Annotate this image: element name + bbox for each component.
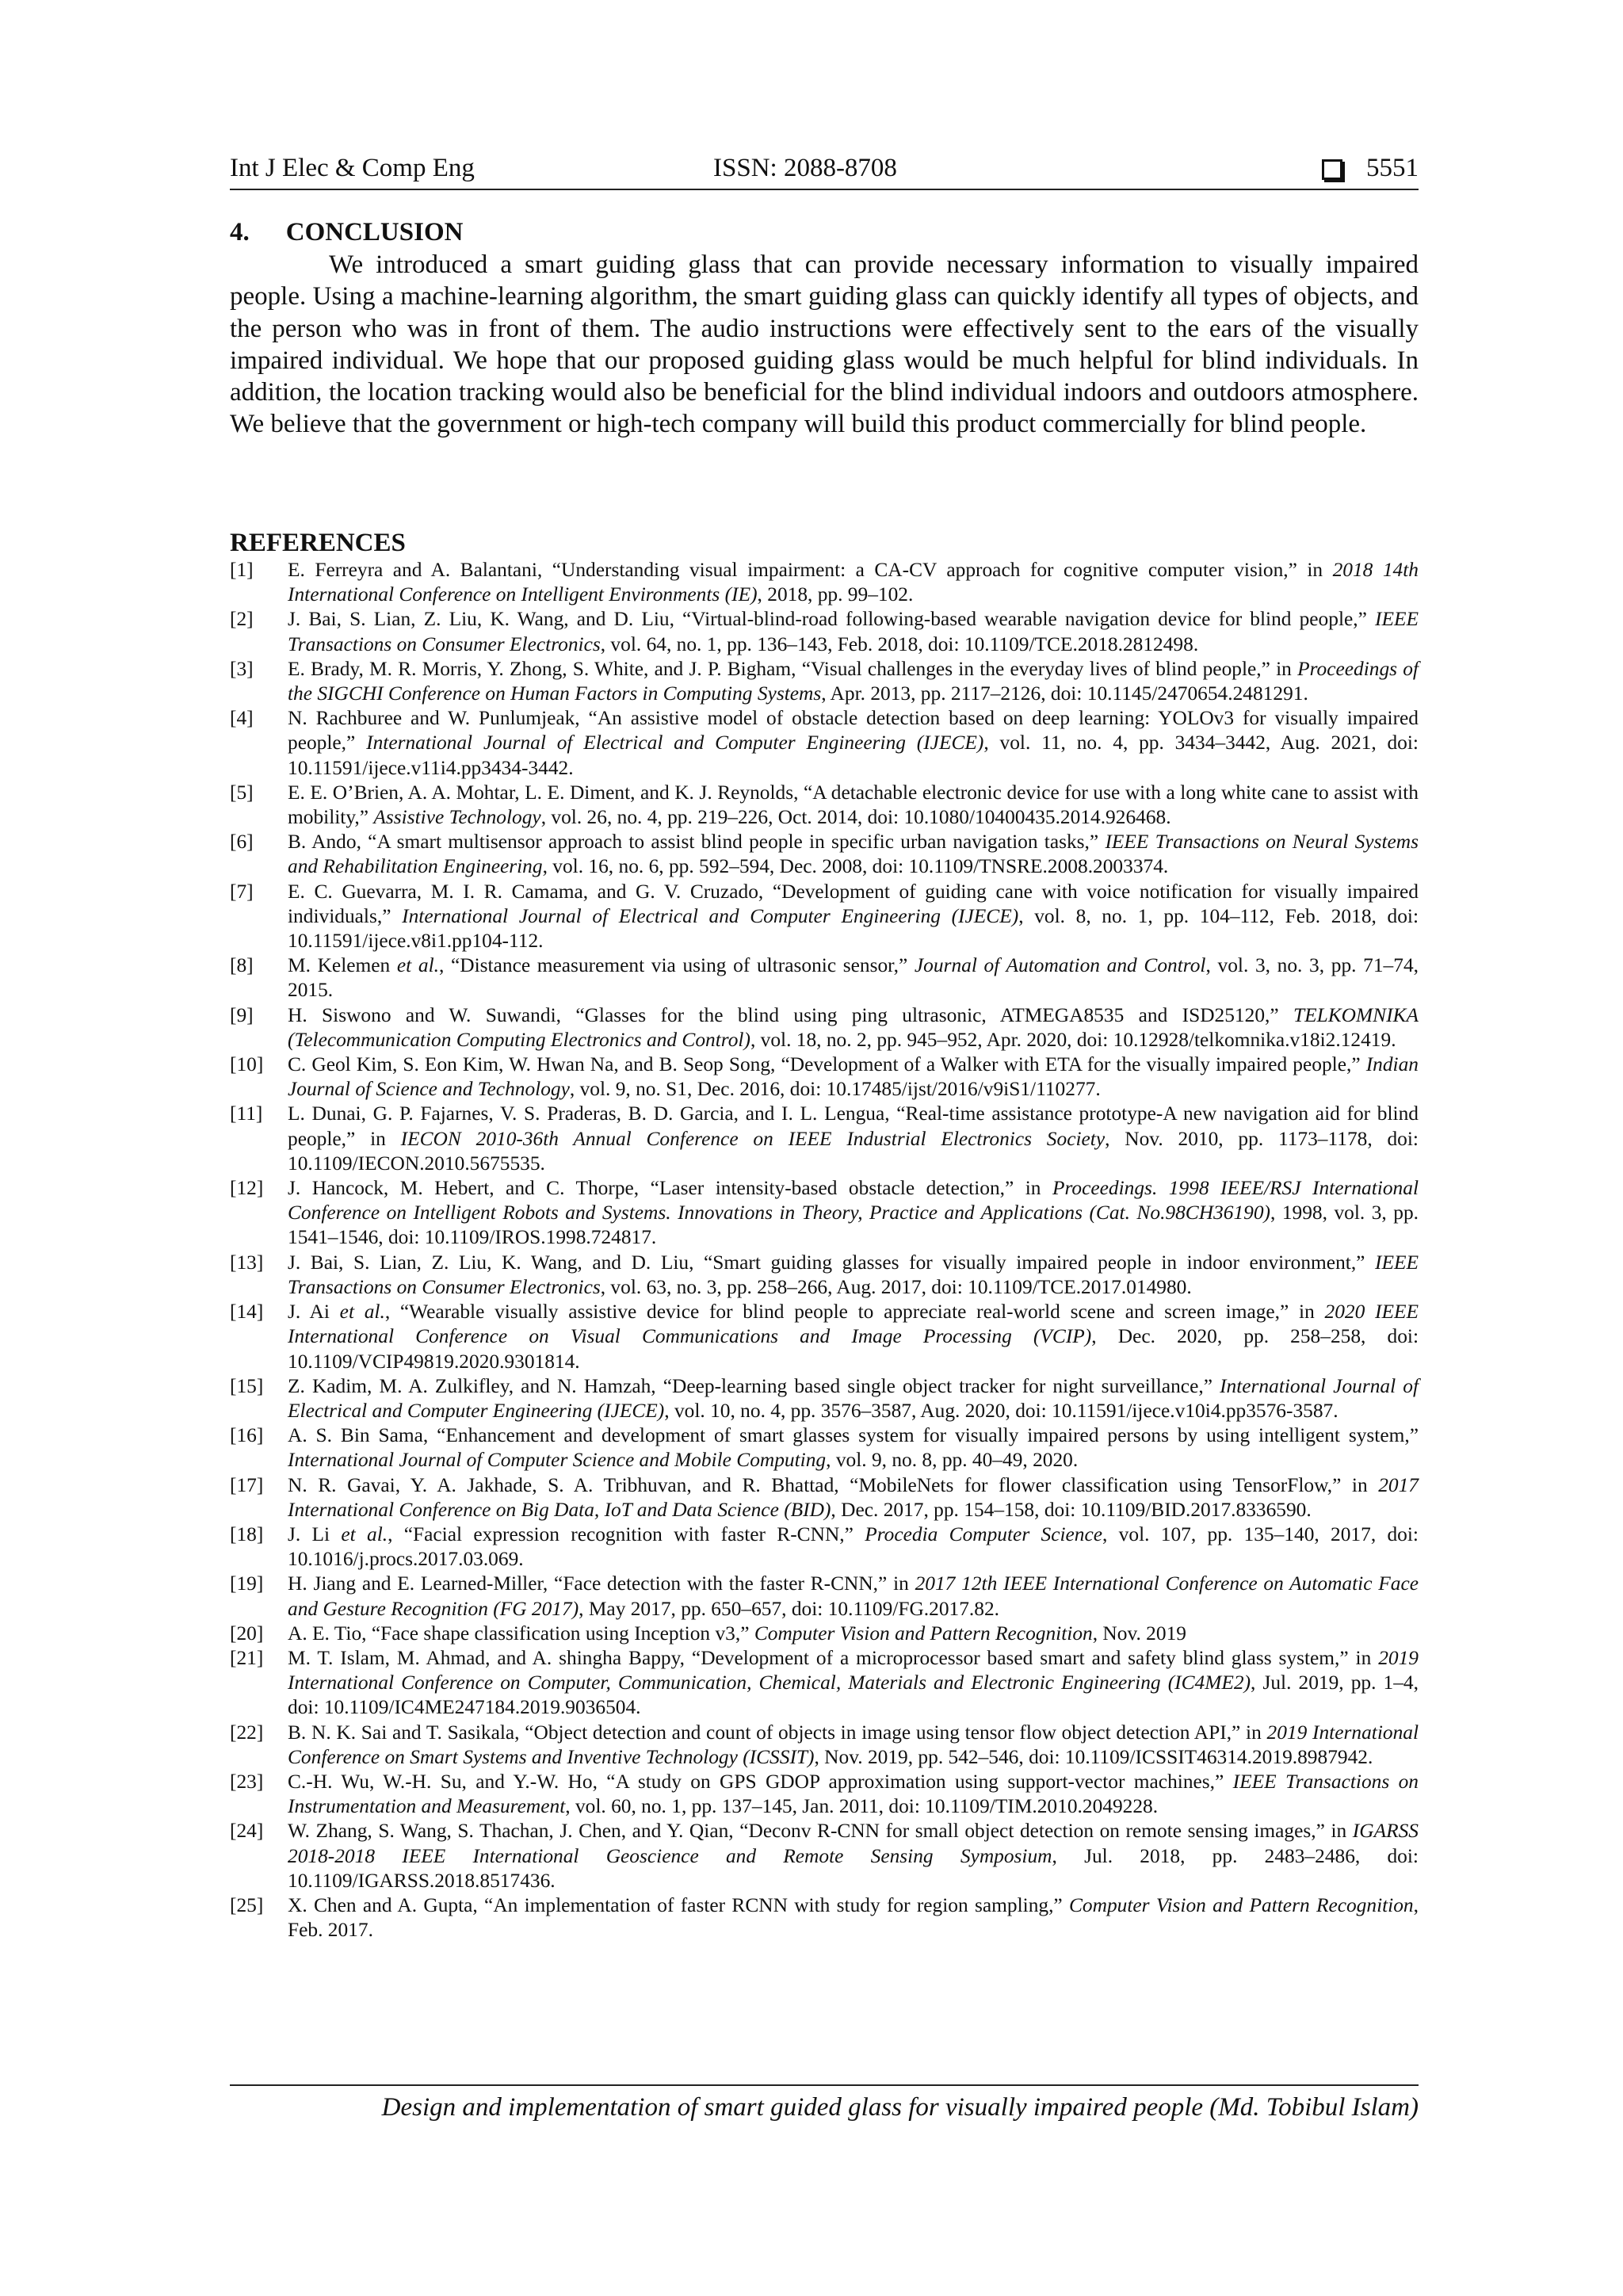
section-title: CONCLUSION xyxy=(285,218,464,246)
reference-number: [6] xyxy=(230,831,254,854)
reference-number: [4] xyxy=(230,707,254,730)
conclusion-paragraph: We introduced a smart guiding glass that can provide necessary information to visually impaired people. Using a machine-learning algorithm, the smart guiding glass can quickly identify all types of objects, and the person who was in front of them. The audio instructions were effectively sent to the ears of the visually impaired individual. We hope that our proposed guiding glass would be much helpful for blind individuals. In addition, the location tracking would also be beneficial for the blind individual indoors and outdoors atmosphere. We believe that the government or high-tech company will build this product commercially for blind people. xyxy=(230,250,1419,439)
reference-segment: A. S. Bin Sama, “Enhancement and development of smart glasses system for visually impaired persons by using intelligent system,” xyxy=(288,1424,1419,1447)
reference-segment: X. Chen and A. Gupta, “An implementation of faster RCNN with study for region sampling,” xyxy=(288,1893,1069,1916)
page-header xyxy=(230,152,1419,190)
reference-segment: , Jul. 2019, pp. 1–4, doi: 10.1109/IC4ME247184.2019.9036504. xyxy=(288,1671,1419,1719)
reference-number: [19] xyxy=(230,1572,264,1595)
reference-segment: B. Ando, “A smart multisensor approach to assist blind people in specific urban navigation tasks,” xyxy=(288,831,1106,854)
reference-italic: Assistive Technology xyxy=(373,806,541,829)
reference-segment: , vol. 18, no. 2, pp. 945–952, Apr. 2020, doi: 10.12928/telkomnika.v18i2.12419. xyxy=(750,1028,1396,1051)
reference-italic: et al. xyxy=(341,1522,388,1545)
reference-number: [3] xyxy=(230,657,254,680)
reference-text xyxy=(288,706,1419,781)
reference-text xyxy=(288,1176,1419,1251)
references-heading: REFERENCES xyxy=(230,529,406,557)
reference-segment: M. T. Islam, M. Ahmad, and A. shingha Bappy, “Development of a microprocessor based smart and safety blind glass system,” in xyxy=(288,1646,1379,1669)
reference-number: [18] xyxy=(230,1522,264,1545)
reference-segment: , vol. 11, no. 4, pp. 3434–3442, Aug. 2021, doi: 10.11591/ijece.v11i4.pp3434-3442. xyxy=(288,732,1419,779)
reference-text xyxy=(288,1893,1419,1943)
reference-number: [1] xyxy=(230,559,254,581)
reference-segment: , May 2017, pp. 650–657, doi: 10.1109/FG.2017.82. xyxy=(579,1597,1000,1620)
reference-item xyxy=(230,1374,1419,1423)
reference-item xyxy=(230,1646,1419,1721)
reference-segment: M. Kelemen xyxy=(288,954,397,977)
reference-item xyxy=(230,1770,1419,1819)
reference-segment: E. Brady, M. R. Morris, Y. Zhong, S. White, and J. P. Bigham, “Visual challenges in the everyday lives of blind people,” in xyxy=(288,657,1298,680)
reference-segment: A. E. Tio, “Face shape classification using Inception v3,” xyxy=(288,1622,754,1645)
reference-text xyxy=(288,830,1419,879)
reference-segment: , 1998, vol. 3, pp. 1541–1546, doi: 10.1109/IROS.1998.724817. xyxy=(288,1201,1419,1249)
reference-number: [15] xyxy=(230,1374,264,1397)
reference-item xyxy=(230,1522,1419,1572)
reference-segment: , Apr. 2013, pp. 2117–2126, doi: 10.1145/2470654.2481291. xyxy=(821,682,1308,705)
reference-item xyxy=(230,880,1419,954)
reference-text xyxy=(288,657,1419,706)
section-heading xyxy=(230,216,463,249)
reference-italic: IECON 2010-36th Annual Conference on IEEE Industrial Electronics Society xyxy=(400,1127,1106,1150)
reference-item xyxy=(230,607,1419,656)
reference-italic: International Journal of Electrical and Computer Engineering (IJECE) xyxy=(288,1374,1419,1422)
reference-segment: , Feb. 2017. xyxy=(288,1893,1419,1942)
reference-segment: J. Bai, S. Lian, Z. Liu, K. Wang, and D. Liu, “Smart guiding glasses for visually impaired people in indoor environment,” xyxy=(288,1251,1376,1274)
reference-item xyxy=(230,1003,1419,1052)
reference-segment: , vol. 63, no. 3, pp. 258–266, Aug. 2017, doi: 10.1109/TCE.2017.014980. xyxy=(600,1275,1192,1298)
reference-segment: , “Facial expression recognition with faster R-CNN,” xyxy=(388,1522,865,1545)
reference-segment: , vol. 60, no. 1, pp. 137–145, Jan. 2011, doi: 10.1109/TIM.2010.2049228. xyxy=(565,1795,1159,1818)
reference-text xyxy=(288,1374,1419,1423)
reference-italic: International Journal of Electrical and Computer Engineering (IJECE) xyxy=(402,904,1019,927)
reference-italic: IGARSS 2018-2018 IEEE International Geoscience and Remote Sensing Symposium xyxy=(288,1820,1419,1867)
reference-text xyxy=(288,781,1419,830)
reference-text xyxy=(288,1646,1419,1721)
reference-number: [21] xyxy=(230,1646,264,1669)
footer-rule xyxy=(230,2084,1419,2086)
reference-segment: , Jul. 2018, pp. 2483–2486, doi: 10.1109/IGARSS.2018.8517436. xyxy=(288,1844,1419,1892)
reference-text xyxy=(288,1819,1419,1893)
reference-italic: et al. xyxy=(339,1301,385,1324)
reference-text xyxy=(288,1423,1419,1473)
reference-item xyxy=(230,1423,1419,1473)
reference-segment: , vol. 16, no. 6, pp. 592–594, Dec. 2008, doi: 10.1109/TNSRE.2008.2003374. xyxy=(542,855,1169,878)
reference-text xyxy=(288,1770,1419,1819)
reference-segment: N. Rachburee and W. Punlumjeak, “An assistive model of obstacle detection based on deep learning: YOLOv3 for visually impaired people,” xyxy=(288,707,1419,755)
reference-segment: , vol. 9, no. S1, Dec. 2016, doi: 10.17485/ijst/2016/v9iS1/110277. xyxy=(569,1078,1101,1101)
reference-item xyxy=(230,1473,1419,1522)
reference-text xyxy=(288,558,1419,607)
reference-segment: J. Hancock, M. Hebert, and C. Thorpe, “Laser intensity-based obstacle detection,” in xyxy=(288,1177,1052,1200)
reference-number: [7] xyxy=(230,880,254,903)
reference-segment: Z. Kadim, M. A. Zulkifley, and N. Hamzah, “Deep-learning based single object tracker for night surveillance,” xyxy=(288,1374,1220,1397)
reference-segment: E. C. Guevarra, M. I. R. Camama, and G. V. Cruzado, “Development of guiding cane with voice notification for visually impaired individuals,” xyxy=(288,880,1419,927)
reference-segment: B. N. K. Sai and T. Sasikala, “Object detection and count of objects in image using tensor flow object detection API,” in xyxy=(288,1721,1267,1744)
reference-item xyxy=(230,1176,1419,1251)
reference-text xyxy=(288,1622,1419,1646)
reference-list xyxy=(230,558,1419,1943)
reference-number: [12] xyxy=(230,1177,264,1200)
reference-number: [14] xyxy=(230,1301,264,1324)
reference-segment: , “Wearable visually assistive device for blind people to appreciate real-world scene and screen image,” in xyxy=(384,1301,1325,1324)
reference-item xyxy=(230,1819,1419,1893)
reference-segment: , vol. 64, no. 1, pp. 136–143, Feb. 2018, doi: 10.1109/TCE.2018.2812498. xyxy=(600,632,1199,655)
reference-text xyxy=(288,1003,1419,1052)
reference-segment: J. Li xyxy=(288,1522,342,1545)
reference-segment: , vol. 107, pp. 135–140, 2017, doi: 10.1016/j.procs.2017.03.069. xyxy=(288,1522,1419,1571)
reference-segment: , Dec. 2017, pp. 154–158, doi: 10.1109/BID.2017.8336590. xyxy=(831,1498,1312,1521)
reference-item xyxy=(230,1572,1419,1621)
reference-number: [24] xyxy=(230,1820,264,1843)
reference-italic: Computer Vision and Pattern Recognition xyxy=(1068,1893,1414,1916)
reference-italic: 2019 International Conference on Smart Systems and Inventive Technology (ICSSIT) xyxy=(288,1721,1419,1768)
reference-segment: , Nov. 2010, pp. 1173–1178, doi: 10.1109/IECON.2010.5675535. xyxy=(288,1127,1419,1175)
reference-italic: IEEE Transactions on Consumer Electronics xyxy=(288,1251,1419,1298)
page-number: 5551 xyxy=(1366,154,1419,182)
reference-segment: H. Siswono and W. Suwandi, “Glasses for the blind using ping ultrasonic, ATMEGA8535 and ISD25120,” xyxy=(288,1003,1293,1026)
reference-segment: C.-H. Wu, W.-H. Su, and Y.-W. Ho, “A study on GPS GDOP approximation using support-vector machines,” xyxy=(288,1770,1233,1793)
reference-number: [25] xyxy=(230,1893,264,1916)
reference-italic: Indian Journal of Science and Technology xyxy=(288,1053,1419,1101)
reference-italic: IEEE Transactions on Instrumentation and Measurement xyxy=(288,1770,1419,1818)
reference-item xyxy=(230,1300,1419,1374)
reference-item xyxy=(230,1721,1419,1770)
reference-segment: J. Bai, S. Lian, Z. Liu, K. Wang, and D. Liu, “Virtual-blind-road following-based wearable navigation device for blind people,” xyxy=(288,608,1376,631)
reference-text xyxy=(288,880,1419,954)
running-title: Design and implementation of smart guided glass for visually impaired people (Md. Tobibul Islam) xyxy=(381,2093,1419,2122)
reference-number: [2] xyxy=(230,608,254,631)
reference-segment: , Nov. 2019 xyxy=(1092,1622,1186,1645)
reference-text xyxy=(288,1572,1419,1621)
reference-number: [8] xyxy=(230,954,254,977)
reference-item xyxy=(230,558,1419,607)
reference-italic: IEEE Transactions on Neural Systems and Rehabilitation Engineering xyxy=(288,831,1419,878)
reference-segment: W. Zhang, S. Wang, S. Thachan, J. Chen, and Y. Qian, “Deconv R-CNN for small object detection on remote sensing images,” in xyxy=(288,1820,1353,1843)
reference-text xyxy=(288,607,1419,656)
reference-text xyxy=(288,1102,1419,1176)
reference-segment: , vol. 8, no. 1, pp. 104–112, Feb. 2018, doi: 10.11591/ijece.v8i1.pp104-112. xyxy=(288,904,1419,953)
reference-item xyxy=(230,1251,1419,1300)
reference-italic: Computer Vision and Pattern Recognition xyxy=(754,1622,1093,1645)
reference-text xyxy=(288,1052,1419,1102)
reference-segment: N. R. Gavai, Y. A. Jakhade, S. A. Tribhuvan, and R. Bhattad, “MobileNets for flower classification using TensorFlow,” in xyxy=(288,1473,1379,1496)
reference-item xyxy=(230,657,1419,706)
reference-italic: IEEE Transactions on Consumer Electronics xyxy=(288,608,1419,655)
reference-italic: Proceedings of the SIGCHI Conference on Human Factors in Computing Systems xyxy=(288,657,1419,705)
page-number-group xyxy=(1322,152,1419,184)
reference-text xyxy=(288,953,1419,1003)
reference-text xyxy=(288,1473,1419,1522)
reference-item xyxy=(230,1893,1419,1943)
reference-item xyxy=(230,781,1419,830)
reference-number: [13] xyxy=(230,1251,264,1274)
reference-segment: , vol. 10, no. 4, pp. 3576–3587, Aug. 2020, doi: 10.11591/ijece.v10i4.pp3576-3587. xyxy=(664,1399,1338,1422)
reference-number: [9] xyxy=(230,1003,254,1026)
reference-segment: , vol. 9, no. 8, pp. 40–49, 2020. xyxy=(826,1449,1079,1472)
reference-number: [11] xyxy=(230,1102,263,1125)
reference-segment: , “Distance measurement via using of ultrasonic sensor,” xyxy=(439,954,915,977)
reference-segment: L. Dunai, G. P. Fajarnes, V. S. Praderas, B. D. Garcia, and I. L. Lengua, “Real-time assistance prototype-A new navigation aid for blind people,” in xyxy=(288,1102,1419,1150)
reference-italic: TELKOMNIKA (Telecommunication Computing Electronics and Control) xyxy=(288,1003,1419,1051)
reference-italic: International Journal of Electrical and Computer Engineering (IJECE) xyxy=(366,732,984,755)
reference-italic: 2017 International Conference on Big Data, IoT and Data Science (BID) xyxy=(288,1473,1419,1521)
reference-italic: 2019 International Conference on Computer, Communication, Chemical, Materials and Electronic Engineering (IC4ME2) xyxy=(288,1646,1419,1694)
reference-number: [23] xyxy=(230,1770,264,1793)
reference-item xyxy=(230,830,1419,879)
journal-name: Int J Elec & Comp Eng xyxy=(230,154,475,182)
reference-segment: E. Ferreyra and A. Balantani, “Understanding visual impairment: a CA-CV approach for cognitive computer vision,” in xyxy=(288,559,1333,581)
reference-text xyxy=(288,1721,1419,1770)
reference-italic: 2018 14th International Conference on Intelligent Environments (IE) xyxy=(288,559,1419,606)
reference-number: [20] xyxy=(230,1622,264,1645)
reference-italic: 2017 12th IEEE International Conference on Automatic Face and Gesture Recognition (FG 2017) xyxy=(288,1572,1419,1620)
square-icon xyxy=(1322,159,1342,180)
reference-text xyxy=(288,1522,1419,1572)
reference-segment: , vol. 26, no. 4, pp. 219–226, Oct. 2014, doi: 10.1080/10400435.2014.926468. xyxy=(540,806,1171,829)
reference-item xyxy=(230,1102,1419,1176)
reference-segment: C. Geol Kim, S. Eon Kim, W. Hwan Na, and B. Seop Song, “Development of a Walker with ETA for the visually impaired people,” xyxy=(288,1053,1366,1076)
reference-italic: International Journal of Computer Science and Mobile Computing xyxy=(288,1449,827,1472)
reference-item xyxy=(230,1622,1419,1646)
reference-segment: , vol. 3, no. 3, pp. 71–74, 2015. xyxy=(288,954,1419,1002)
reference-item xyxy=(230,1052,1419,1102)
reference-italic: 2020 IEEE International Conference on Visual Communications and Image Processing (VCIP) xyxy=(288,1301,1419,1348)
reference-italic: et al. xyxy=(396,954,439,977)
reference-number: [16] xyxy=(230,1424,264,1447)
reference-segment: , Dec. 2020, pp. 258–258, doi: 10.1109/VCIP49819.2020.9301814. xyxy=(288,1325,1419,1373)
section-number: 4. xyxy=(230,218,250,246)
reference-italic: Procedia Computer Science xyxy=(865,1522,1103,1545)
reference-segment: , Nov. 2019, pp. 542–546, doi: 10.1109/ICSSIT46314.2019.8987942. xyxy=(814,1745,1373,1768)
reference-number: [17] xyxy=(230,1473,264,1496)
reference-text xyxy=(288,1300,1419,1374)
reference-number: [10] xyxy=(230,1053,264,1076)
reference-segment: H. Jiang and E. Learned-Miller, “Face detection with the faster R-CNN,” in xyxy=(288,1572,915,1595)
reference-segment: J. Ai xyxy=(288,1301,340,1324)
reference-italic: Journal of Automation and Control xyxy=(914,954,1206,977)
reference-segment: E. E. O’Brien, A. A. Mohtar, L. E. Diment, and K. J. Reynolds, “A detachable electronic device for use with a long white cane to assist with mobility,” xyxy=(288,781,1419,829)
reference-item xyxy=(230,706,1419,781)
reference-number: [5] xyxy=(230,781,254,804)
issn: ISSN: 2088-8708 xyxy=(713,154,897,182)
reference-item xyxy=(230,953,1419,1003)
reference-number: [22] xyxy=(230,1721,264,1744)
reference-text xyxy=(288,1251,1419,1300)
reference-segment: , 2018, pp. 99–102. xyxy=(757,583,914,606)
reference-italic: Proceedings. 1998 IEEE/RSJ International Conference on Intelligent Robots and Systems. Innovations in Theory, Practice and Applications (Cat. No.98CH36190) xyxy=(288,1177,1419,1224)
